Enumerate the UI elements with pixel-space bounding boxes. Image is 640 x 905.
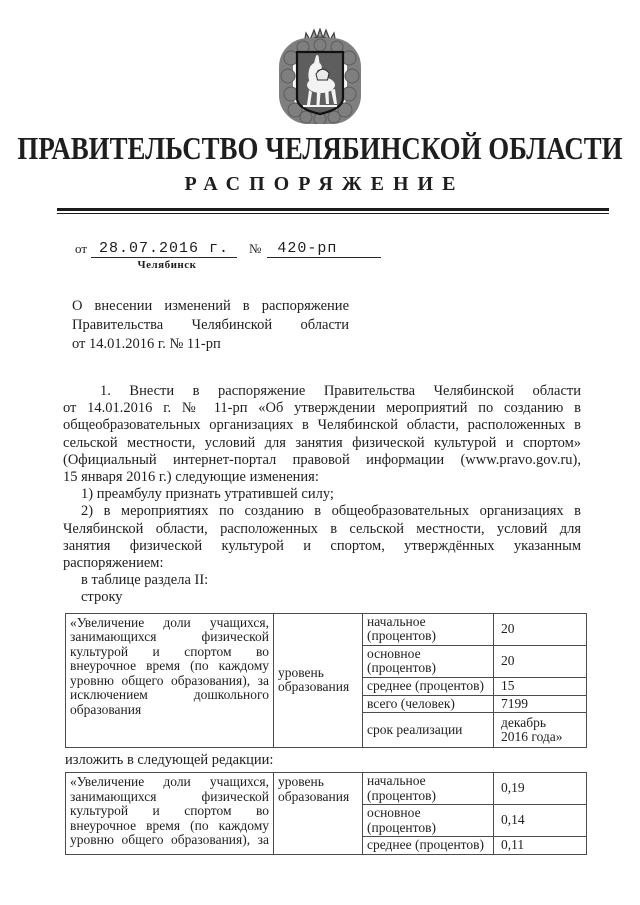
value-line: 2016 года» xyxy=(501,729,563,745)
label-line: срок реализации xyxy=(367,721,463,737)
value-cell xyxy=(494,613,587,645)
indicator-line: уровню общего образования), за xyxy=(70,832,269,848)
value-cell xyxy=(494,713,587,748)
indicator-cell xyxy=(66,613,274,748)
label-line: начальное xyxy=(367,773,426,789)
indicator-line: внеурочное время (по каждому xyxy=(70,817,269,833)
indicator-line: занимающихся физической xyxy=(70,629,269,645)
body-line: от 14.01.2016 г. № 11-рп «Об утверждении мероприятий по созданию в xyxy=(63,400,581,417)
label-line: начальное xyxy=(367,613,426,629)
label-cell xyxy=(363,677,494,695)
label-line: (процентов) xyxy=(367,819,437,835)
label-cell xyxy=(363,695,494,713)
value-cell xyxy=(494,645,587,677)
body-line: 2) в мероприятиях по созданию в общеобразовательных организациях в xyxy=(81,503,581,520)
level-line: образования xyxy=(278,788,350,804)
old-wording-table xyxy=(65,613,587,749)
indicator-line: «Увеличение доли учащихся, xyxy=(70,774,269,790)
amend-intro: изложить в следующей редакции: xyxy=(65,752,274,769)
label-line: основное xyxy=(367,805,421,821)
doc-type-title: РАСПОРЯЖЕНИЕ xyxy=(184,173,465,195)
value-line: 20 xyxy=(501,620,515,636)
body-line: 15 января 2016 г.) следующие изменения: xyxy=(63,469,319,486)
date-value: 28.07.2016 г. xyxy=(91,240,237,258)
label-line: (процентов) xyxy=(367,787,437,803)
body-line: занятия физической культурой и спортом, утверждённых указанным xyxy=(63,537,581,554)
indicator-line: исключением дошкольного xyxy=(70,687,269,703)
label-line: (процентов) xyxy=(367,660,437,676)
table-row xyxy=(66,773,587,805)
body-line: сельской местности, условий для занятия физической культурой и спортом» xyxy=(63,434,581,451)
org-name: ПРАВИТЕЛЬСТВО ЧЕЛЯБИНСКОЙ ОБЛАСТИ xyxy=(17,132,623,167)
indicator-line: «Увеличение доли учащихся, xyxy=(70,614,269,630)
subject-line: О внесении изменений в распоряжение xyxy=(72,298,349,314)
label-line: (процентов) xyxy=(367,628,437,644)
body-line: Челябинской области, расположенных в сельской местности, условий для xyxy=(63,520,581,537)
indicator-line: занимающихся физической xyxy=(70,788,269,804)
value-line: 15 xyxy=(501,677,515,693)
value-line: 0,19 xyxy=(501,780,525,796)
body-line: 1) преамбулу признать утратившей силу; xyxy=(81,486,334,503)
body-line: строку xyxy=(81,589,123,606)
label-cell xyxy=(363,645,494,677)
coat-of-arms-icon xyxy=(261,28,379,124)
subject-line: от 14.01.2016 г. № 11-рп xyxy=(72,336,221,352)
label-cell xyxy=(363,805,494,837)
label-line: основное xyxy=(367,645,421,661)
value-line: 0,11 xyxy=(501,837,525,853)
value-line: декабрь xyxy=(501,714,546,730)
level-cell xyxy=(274,613,363,748)
label-cell xyxy=(363,773,494,805)
body-line: (Официальный интернет-портал правовой информации (www.pravo.gov.ru), xyxy=(63,451,581,468)
level-line: уровень xyxy=(278,664,324,680)
level-cell xyxy=(274,773,363,855)
indicator-line: внеурочное время (по каждому xyxy=(70,658,269,674)
label-cell xyxy=(363,613,494,645)
label-cell xyxy=(363,837,494,855)
value-line: 7199 xyxy=(501,695,528,711)
indicator-line: уровню общего образования), за xyxy=(70,672,269,688)
new-wording-table xyxy=(65,772,587,855)
level-line: образования xyxy=(278,679,350,695)
subject-line: Правительства Челябинской области xyxy=(72,317,349,333)
label-cell xyxy=(363,713,494,748)
body-text xyxy=(63,383,581,607)
label-line: всего (человек) xyxy=(367,695,455,711)
indicator-line: образования xyxy=(70,701,142,717)
body-line: распоряжением: xyxy=(63,555,164,572)
value-cell xyxy=(494,695,587,713)
body-line: в таблице раздела II: xyxy=(81,572,209,589)
label-line: среднее (процентов) xyxy=(367,677,485,693)
value-line: 20 xyxy=(501,652,515,668)
body-line: 1. Внести в распоряжение Правительства Челябинской области xyxy=(100,383,581,399)
level-line: уровень xyxy=(278,774,324,790)
subject-block xyxy=(72,297,349,354)
header-divider xyxy=(57,208,609,214)
indicator-line: культурой и спортом во xyxy=(70,803,269,819)
date-label: от xyxy=(75,241,88,256)
indicator-line: культурой и спортом во xyxy=(70,643,269,659)
city-label: Челябинск xyxy=(137,259,197,271)
label-line: среднее (процентов) xyxy=(367,837,485,853)
table-row xyxy=(66,613,587,645)
value-cell xyxy=(494,805,587,837)
value-line: 0,14 xyxy=(501,812,525,828)
body-line: общеобразовательных организациях в Челябинской области, расположенных в xyxy=(63,417,581,434)
number-sign: № xyxy=(249,241,262,256)
value-cell xyxy=(494,677,587,695)
value-cell xyxy=(494,773,587,805)
number-value: 420-рп xyxy=(267,240,381,258)
indicator-cell xyxy=(66,773,274,855)
value-cell xyxy=(494,837,587,855)
dateline xyxy=(75,240,640,258)
